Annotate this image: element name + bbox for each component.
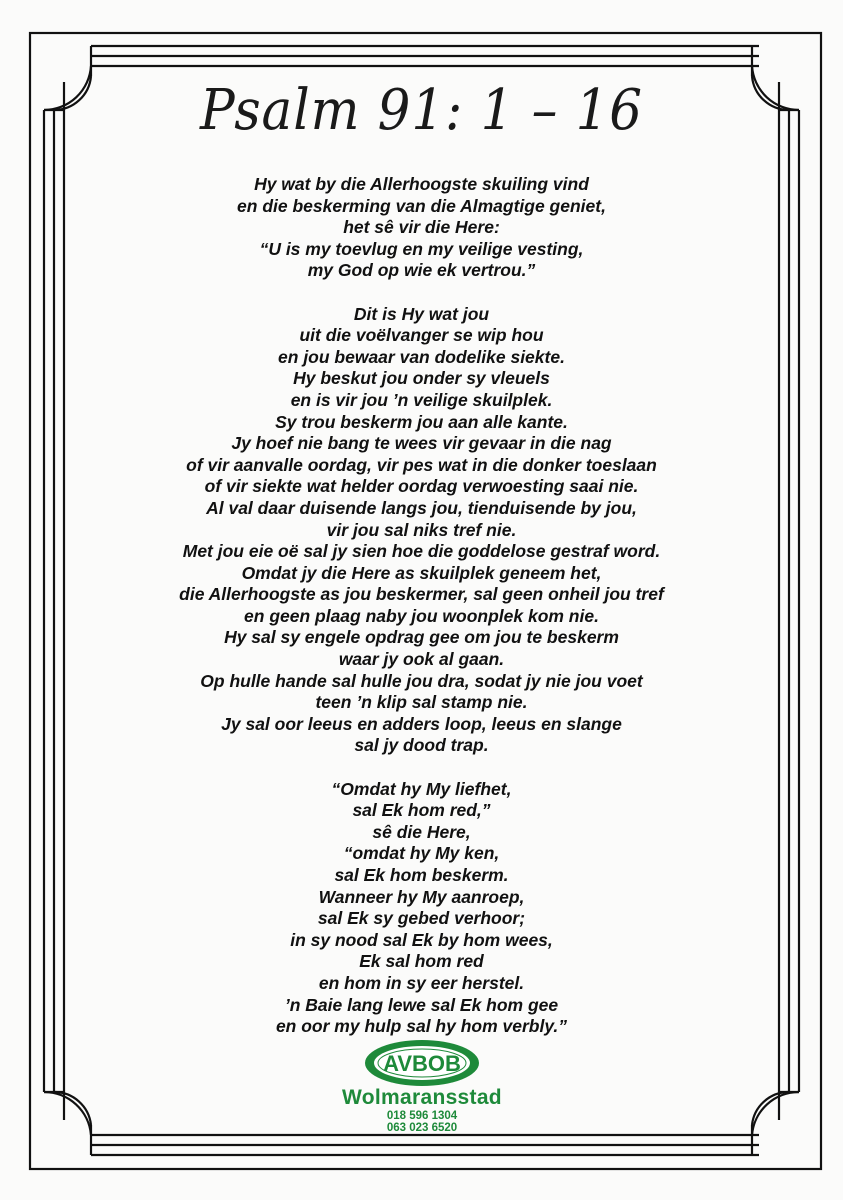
logo-wordmark: AVBOB — [383, 1051, 461, 1076]
verse-line: Jy sal oor leeus en adders loop, leeus en slange — [221, 713, 622, 734]
verse-line: en is vir jou ’n veilige skuilplek. — [290, 389, 553, 410]
verse-line: en oor my hulp sal hy hom verbly.” — [275, 1016, 568, 1037]
verse-line: of vir siekte wat helder oordag verwoesting saai nie. — [204, 476, 639, 497]
verse-line: vir jou sal niks tref nie. — [326, 519, 517, 540]
verse-line: Al val daar duisende langs jou, tienduisende by jou, — [206, 497, 637, 518]
verse-line: en die beskerming van die Almagtige geniet, — [237, 195, 606, 216]
verse-line: die Allerhoogste as jou beskermer, sal geen onheil jou tref — [179, 584, 664, 605]
verse-line: sal Ek sy gebed verhoor; — [317, 908, 526, 929]
verse-line: “U is my toevlug en my veilige vesting, — [259, 238, 584, 259]
stanza — [120, 174, 723, 282]
verse-line: “omdat hy My ken, — [343, 843, 500, 864]
branch-name: Wolmaransstad — [342, 1086, 502, 1109]
verse-line: of vir aanvalle oordag, vir pes wat in die donker toeslaan — [186, 454, 657, 475]
verse-line: in sy nood sal Ek by hom wees, — [290, 929, 553, 950]
verse-line: uit die voëlvanger se wip hou — [299, 325, 544, 346]
stanza — [120, 779, 723, 1038]
verse-line: my God op wie ek vertrou.” — [307, 260, 536, 281]
avbob-branding — [322, 1038, 522, 1138]
verse-line: Dit is Hy wat jou — [353, 303, 490, 324]
phone-number: 063 023 6520 — [386, 1122, 458, 1134]
phone-number: 018 596 1304 — [386, 1110, 458, 1122]
avbob-logo — [363, 1038, 481, 1088]
verse-line: en geen plaag naby jou woonplek kom nie. — [244, 605, 599, 626]
verse-line: Hy wat by die Allerhoogste skuiling vind — [254, 174, 589, 194]
verse-line: Op hulle hande sal hulle jou dra, sodat jy nie jou voet — [200, 670, 643, 691]
verse-line: ’n Baie lang lewe sal Ek hom gee — [284, 994, 559, 1015]
psalm-text — [120, 174, 723, 1059]
verse-line: waar jy ook al gaan. — [338, 649, 505, 670]
verse-line: sal Ek hom red,” — [352, 800, 491, 821]
verse-line: Met jou eie oë sal jy sien hoe die goddelose gestraf word. — [182, 541, 661, 562]
verse-line: Hy beskut jou onder sy vleuels — [293, 368, 550, 389]
stanza — [120, 304, 723, 757]
verse-line: sal Ek hom beskerm. — [334, 865, 509, 885]
verse-line: Wanneer hy My aanroep, — [318, 886, 525, 907]
verse-line: “Omdat hy My liefhet, — [331, 778, 512, 799]
verse-line: Sy trou beskerm jou aan alle kante. — [275, 411, 568, 432]
verse-line: Ek sal hom red — [359, 951, 484, 972]
verse-line: het sê vir die Here: — [343, 217, 500, 238]
verse-line: en jou bewaar van dodelike siekte. — [278, 346, 565, 367]
verse-line: teen ’n klip sal stamp nie. — [315, 692, 528, 713]
verse-line: sal jy dood trap. — [354, 735, 489, 756]
page-title: Psalm 91: 1 – 16 — [199, 78, 644, 143]
verse-line: Jy hoef nie bang te wees vir gevaar in die nag — [231, 433, 612, 454]
verse-line: en hom in sy eer herstel. — [318, 972, 525, 993]
verse-line: Omdat jy die Here as skuilplek geneem het, — [241, 562, 602, 583]
verse-line: sê die Here, — [372, 821, 471, 842]
verse-line: Hy sal sy engele opdrag gee om jou te beskerm — [224, 627, 619, 648]
